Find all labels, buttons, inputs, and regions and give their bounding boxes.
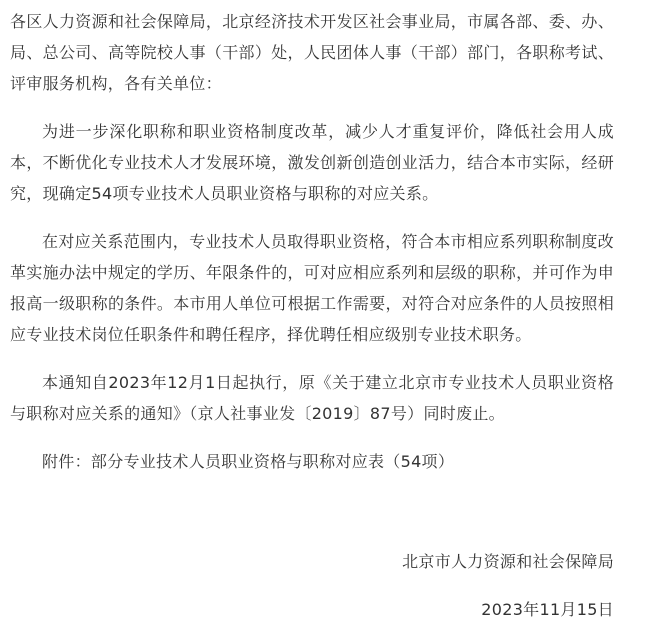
attachment-line: 附件：部分专业技术人员职业资格与职称对应表（54项） — [42, 452, 455, 471]
body-paragraph-1: 为进一步深化职称和职业资格制度改革，减少人才重复评价，降低社会用人成本，不断优化专业技术人才发展环境，激发创新创造创业活力，结合本市实际，经研究，现确定54项专业技术人员职业资格与职称的对应关系。 — [10, 122, 614, 203]
document-body — [10, 0, 614, 477]
signature-date: 2023年11月15日 — [481, 600, 614, 619]
body-paragraph-3: 本通知自2023年12月1日起执行，原《关于建立北京市专业技术人员职业资格与职称对应关系的通知》（京人社事业发〔2019〕87号）同时废止。 — [10, 373, 614, 423]
signature-organization: 北京市人力资源和社会保障局 — [402, 552, 614, 571]
salutation-paragraph: 各区人力资源和社会保障局，北京经济技术开发区社会事业局，市属各部、委、办、局、总公司、高等院校人事（干部）处，人民团体人事（干部）部门，各职称考试、评审服务机构，各有关单位： — [10, 12, 614, 93]
body-paragraph-2: 在对应关系范围内，专业技术人员取得职业资格，符合本市相应系列职称制度改革实施办法中规定的学历、年限条件的，可对应相应系列和层级的职称，并可作为申报高一级职称的条件。本市用人单位可根据工作需要，对符合对应条件的人员按照相应专业技术岗位任职条件和聘任程序，择优聘任相应级别专业技术职务。 — [10, 232, 614, 344]
